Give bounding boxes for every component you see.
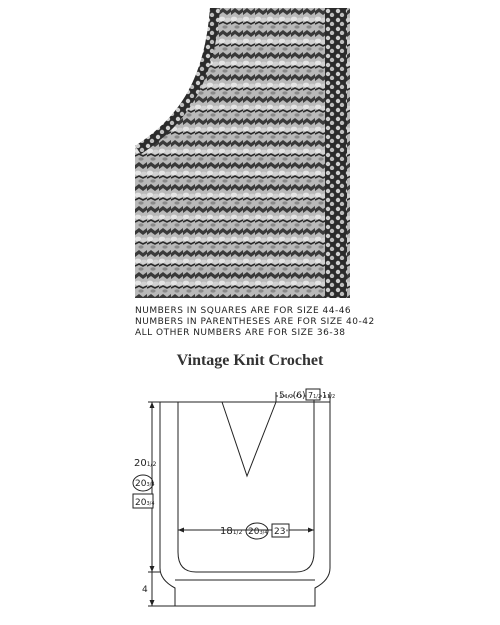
height-paren-measure: 203/4 <box>135 479 155 489</box>
note-size-40-42: NUMBERS IN PARENTHESES ARE FOR SIZE 40-42 <box>135 317 375 327</box>
width-measure: 181/2 <box>220 526 243 537</box>
outer-outline <box>160 402 330 606</box>
width-paren-measure: 203/4 <box>248 527 268 537</box>
v-neck <box>222 402 276 476</box>
inner-outline <box>178 402 314 572</box>
shoulder-box-measure: 71/2 <box>308 391 322 400</box>
note-size-44-46: NUMBERS IN SQUARES ARE FOR SIZE 44-46 <box>135 306 352 316</box>
edge-measure: 11/2 <box>322 391 336 400</box>
vest-photo <box>135 8 350 298</box>
height-measure: 201/2 <box>134 458 157 469</box>
note-size-36-38: ALL OTHER NUMBERS ARE FOR SIZE 36-38 <box>135 328 346 338</box>
ribbing-measure: 4 <box>142 585 148 595</box>
width-box-measure: 23" <box>274 527 289 537</box>
watermark: Vintage Knit Crochet <box>176 352 324 369</box>
shoulder-measure: 51/2(6) <box>279 391 306 401</box>
size-notes <box>135 306 435 339</box>
height-box-measure: 203/4 <box>135 498 155 508</box>
vest-schematic <box>130 380 370 615</box>
